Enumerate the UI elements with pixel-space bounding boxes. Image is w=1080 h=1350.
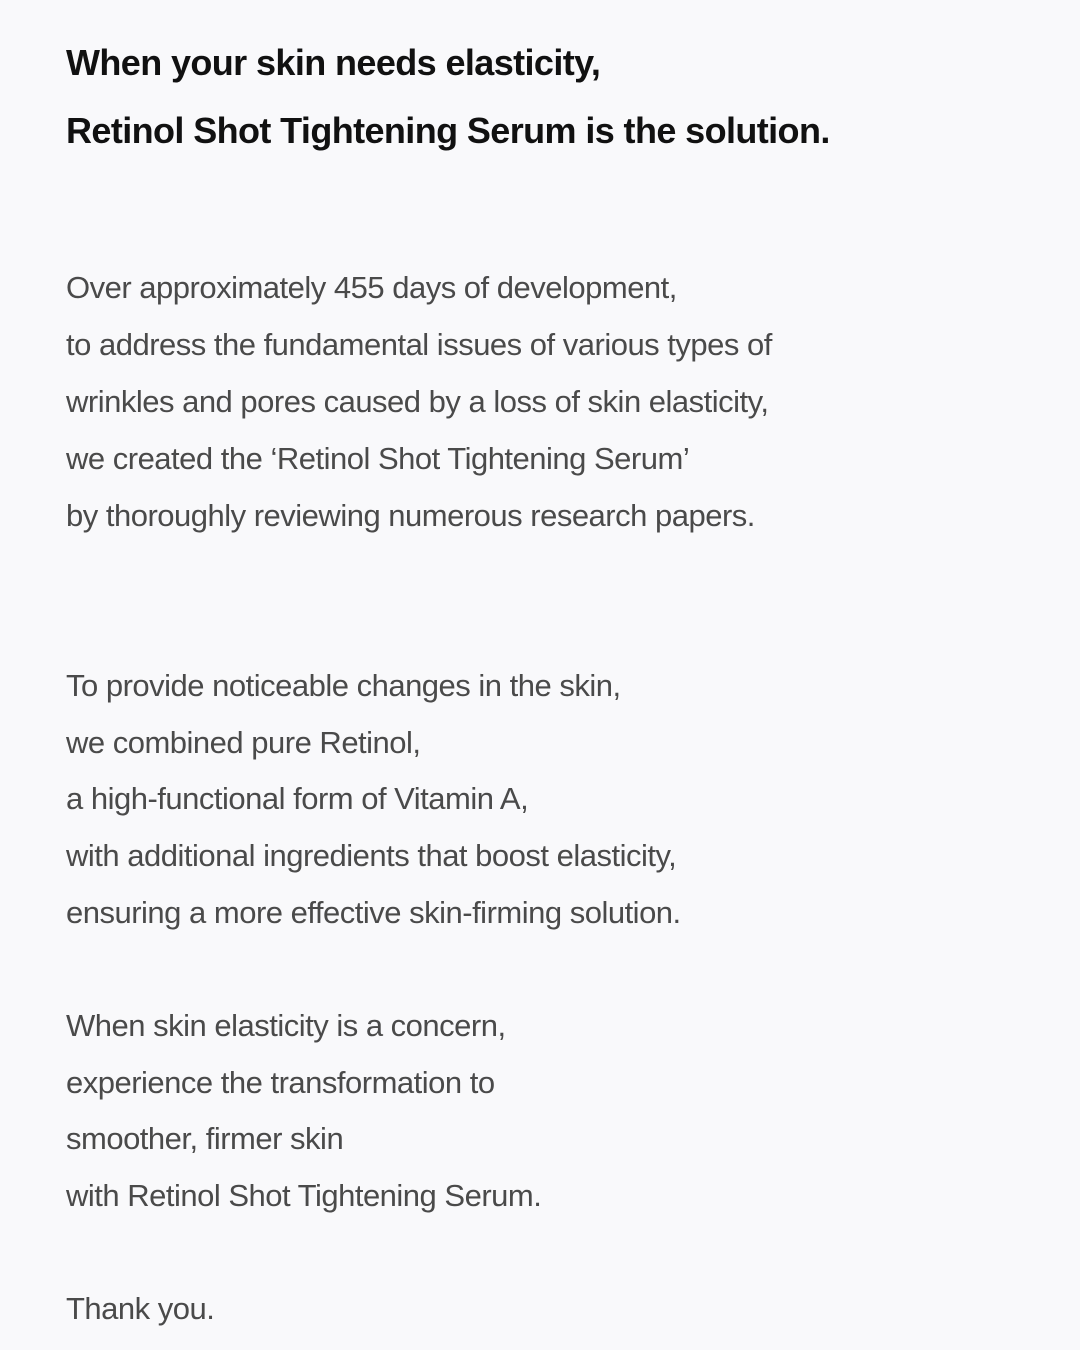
paragraph-line: with Retinol Shot Tightening Serum. bbox=[66, 1178, 542, 1213]
paragraph-line: to address the fundamental issues of various types of bbox=[66, 327, 772, 362]
paragraph-line: by thoroughly reviewing numerous research papers. bbox=[66, 498, 755, 533]
paragraph-line: To provide noticeable changes in the skin, bbox=[66, 668, 621, 703]
closing-line: Thank you. bbox=[66, 1291, 215, 1326]
paragraph-line: we created the ‘Retinol Shot Tightening Serum’ bbox=[66, 441, 690, 476]
paragraph-line: smoother, firmer skin bbox=[66, 1121, 344, 1156]
paragraph-line: When skin elasticity is a concern, bbox=[66, 1008, 506, 1043]
paragraph-line: ensuring a more effective skin-firming solution. bbox=[66, 895, 681, 930]
headline-line: Retinol Shot Tightening Serum is the solution. bbox=[66, 110, 830, 151]
paragraph-line: experience the transformation to bbox=[66, 1065, 495, 1100]
paragraph-line: Over approximately 455 days of development, bbox=[66, 270, 677, 305]
paragraph-line: we combined pure Retinol, bbox=[66, 725, 421, 760]
paragraph-line: with additional ingredients that boost elasticity, bbox=[66, 838, 677, 873]
paragraph-line: wrinkles and pores caused by a loss of skin elasticity, bbox=[66, 384, 769, 419]
headline-line: When your skin needs elasticity, bbox=[66, 42, 601, 83]
paragraph-line: a high-functional form of Vitamin A, bbox=[66, 781, 529, 816]
